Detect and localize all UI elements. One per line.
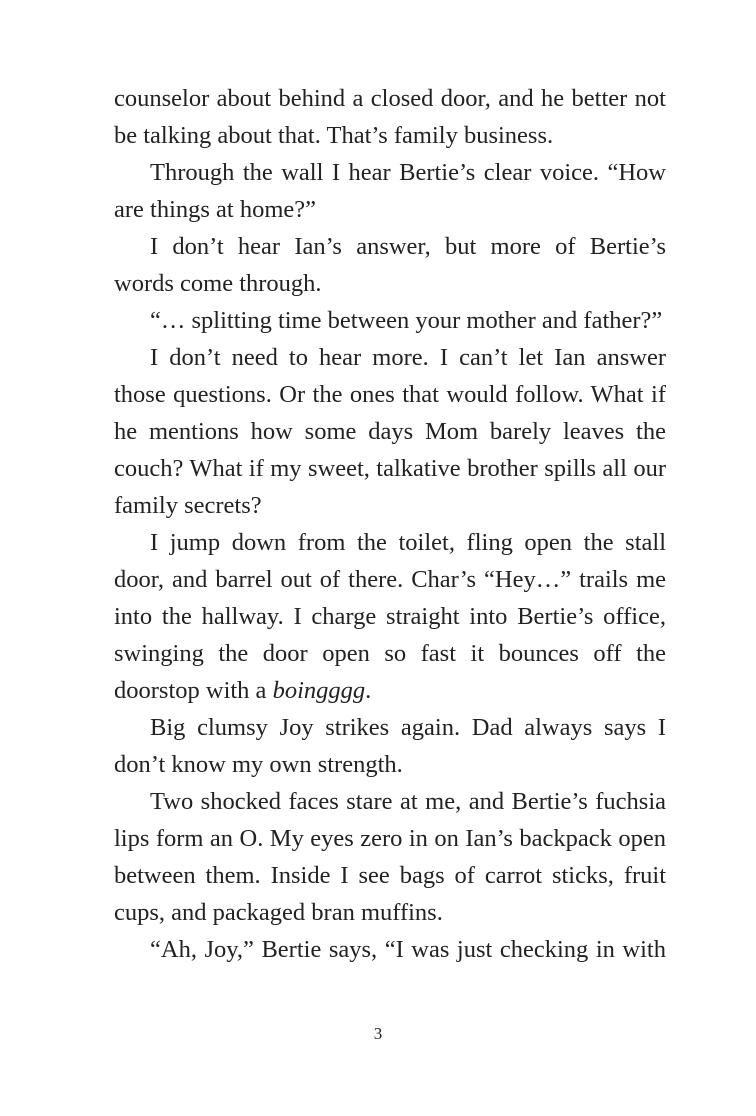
paragraph-5: I don’t need to hear more. I can’t let Ian answer those questions. Or the ones that would follow. What if he mentions how some days Mom barely leaves the couch? What if my sweet, talkative brother spills all our family secrets?	[114, 344, 666, 519]
body-text	[114, 80, 666, 968]
page-number: 3	[373, 1024, 383, 1043]
paragraph-9: “Ah, Joy,” Bertie says, “I was just checking in with	[150, 936, 666, 963]
onomatopoeia-emphasis: boingggg	[272, 677, 366, 704]
paragraph-7: Big clumsy Joy strikes again. Dad always says I don’t know my own strength.	[114, 714, 666, 778]
paragraph-6	[114, 524, 666, 709]
paragraph-1: counselor about behind a closed door, and he better not be talking about that. That’s family business.	[114, 85, 666, 149]
paragraph-6-text: I jump down from the toilet, fling open the stall door, and barrel out of there. Char’s “Hey…” trails me into the hallway. I charge straight into Bertie’s office, swinging the door open so fast it bounces off the doorstop with a	[114, 529, 666, 704]
paragraph-4: “… splitting time between your mother and father?”	[150, 307, 663, 334]
paragraph-3: I don’t hear Ian’s answer, but more of Bertie’s words come through.	[114, 233, 666, 297]
paragraph-6-end: .	[365, 677, 372, 704]
paragraph-8: Two shocked faces stare at me, and Bertie’s fuchsia lips form an O. My eyes zero in on Ian’s backpack open between them. Inside I see bags of carrot sticks, fruit cups, and packaged bran muffins.	[114, 788, 666, 926]
paragraph-2: Through the wall I hear Bertie’s clear voice. “How are things at home?”	[114, 159, 666, 223]
